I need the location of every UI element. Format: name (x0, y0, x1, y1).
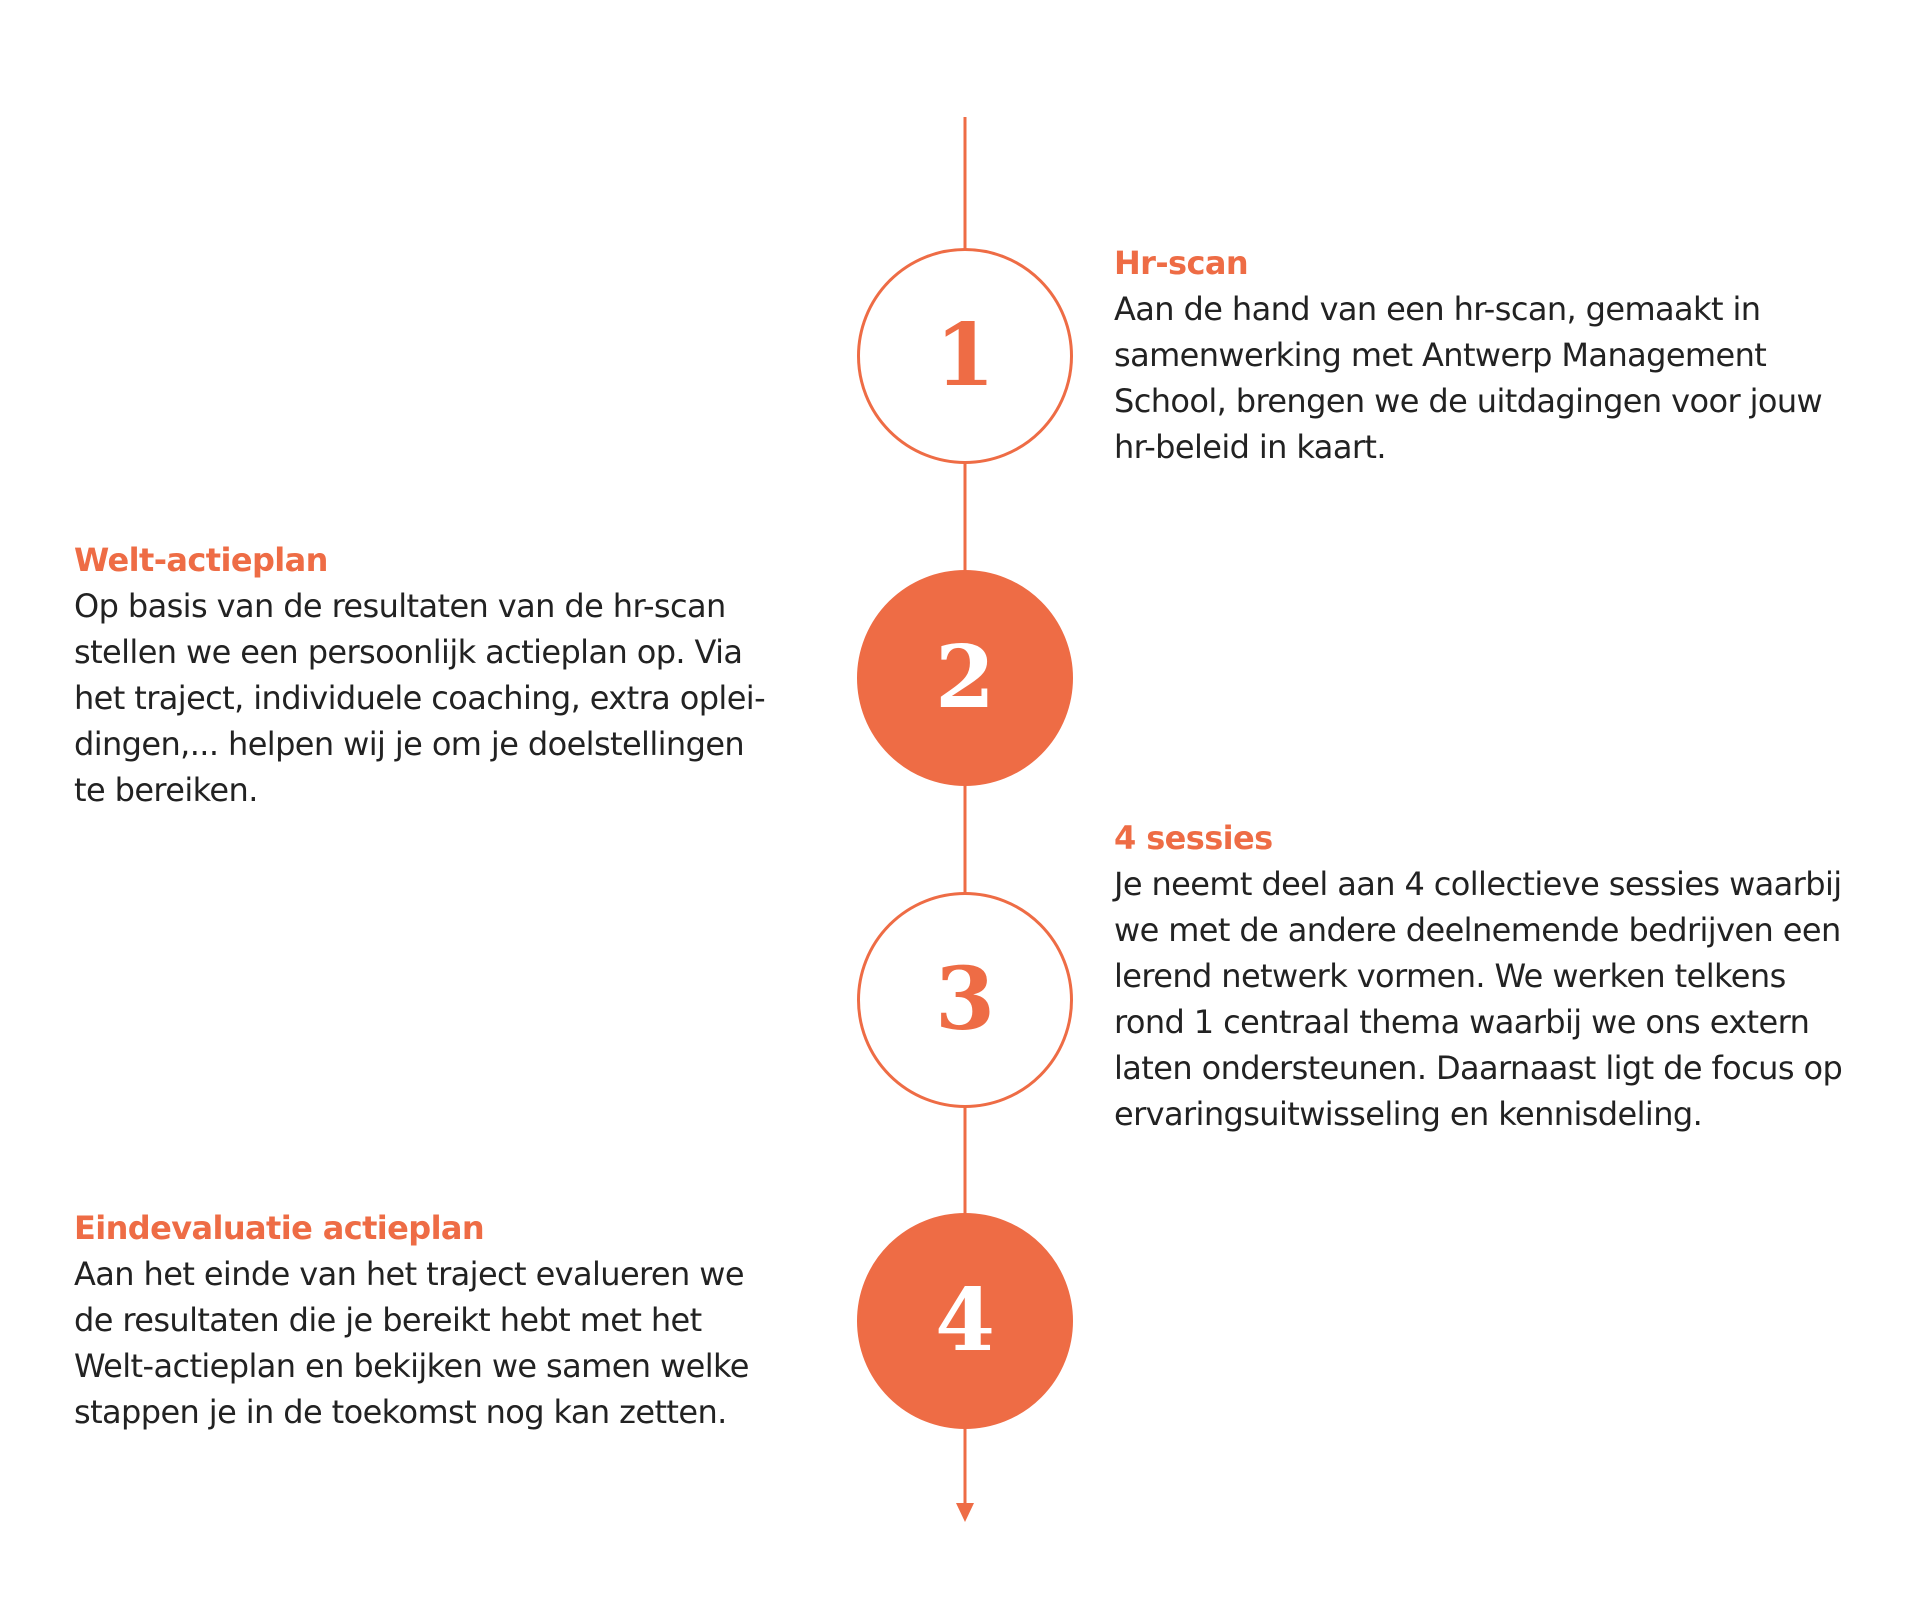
step-1-title: Hr-scan (1114, 244, 1249, 282)
step-4-number: 4 (935, 1270, 995, 1371)
step-4-circle (857, 1213, 1073, 1429)
step-4-text (74, 1205, 834, 1435)
timeline-arrowhead (956, 1503, 974, 1522)
step-1-number: 1 (935, 305, 995, 406)
step-4-body: Aan het einde van het traject evalueren we de resultaten die je bereikt hebt met het Welt-actieplan en bekijken we samen welke stappen je in de toekomst nog kan zetten. (74, 1255, 749, 1431)
step-3-text (1114, 815, 1904, 1137)
step-1-circle (857, 248, 1073, 464)
step-3-circle (857, 892, 1073, 1108)
step-2-text (74, 537, 834, 813)
step-2-circle (857, 570, 1073, 786)
step-4-title: Eindevaluatie actieplan (74, 1209, 485, 1247)
step-3-title: 4 sessies (1114, 819, 1273, 857)
step-1-body: Aan de hand van een hr-scan, gemaakt in samenwerking met Antwerp Management School, brengen we de uitdagingen voor jouw hr-beleid in kaart. (1114, 290, 1823, 466)
step-1-text (1114, 240, 1894, 470)
step-3-body: Je neemt deel aan 4 collectieve sessies waarbij we met de andere deelnemende bedrijven een lerend netwerk vormen. We werken telkens rond 1 centraal thema waarbij we ons extern laten ondersteunen. Daarnaast ligt de focus op ervaringsuitwisseling en kennisdeling. (1114, 865, 1843, 1133)
step-2-number: 2 (935, 627, 995, 728)
step-2-body: Op basis van de resultaten van de hr-scan stellen we een persoonlijk actieplan op. Via het traject, individuele coaching, extra oplei- dingen,... helpen wij je om je doelstellingen te bereiken. (74, 587, 766, 809)
step-3-number: 3 (935, 949, 995, 1050)
step-2-title: Welt-actieplan (74, 541, 328, 579)
